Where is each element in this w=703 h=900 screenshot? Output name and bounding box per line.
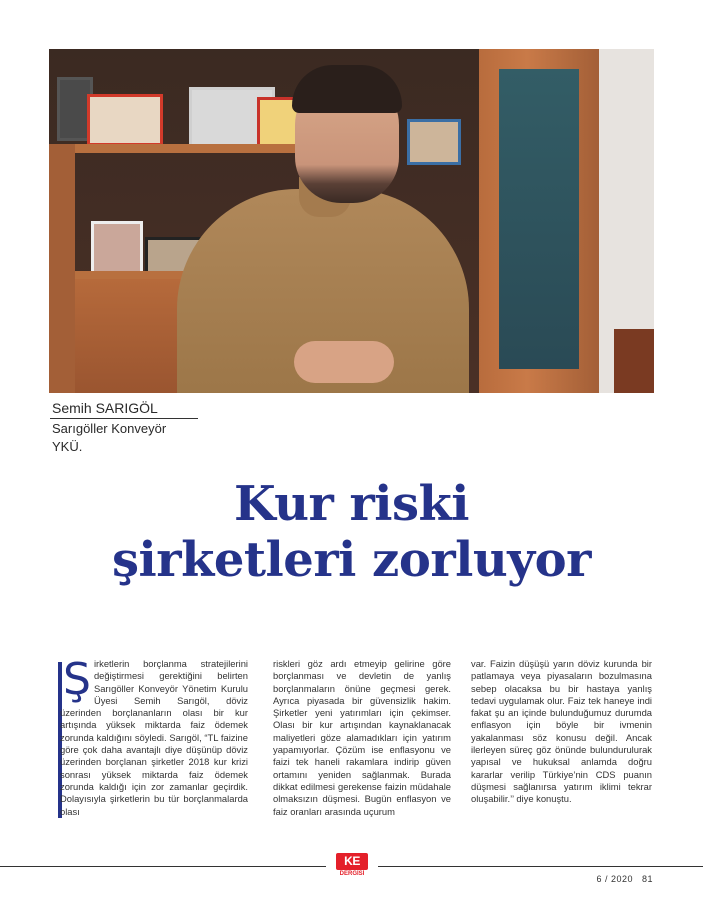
cabinet-side xyxy=(49,144,75,393)
shelf xyxy=(75,144,305,153)
page-number: 81 xyxy=(641,874,653,884)
photo-frame xyxy=(407,119,461,165)
column-3-text: var. Faizin düşüşü yarın döviz kurunda bir patlamaya veya piyasaların bozulmasına sebep olacaksa bu bir hastaya yanlış tedavi uygulamak olur. Faiz tek haneye indi fakat şu an içinde bulunduğumuz durumda enflasyon için böyle bir ivmenin yakalanması söz konusu değil. Ancak ilerleyen süreç göz önünde bulundurulurak yapısal ve hukuksal anlamda doğru kararlar verilip Türkiye’nin CDS puanın düşmesi sağlanırsa yatırım iklimi tekrar oluşabilir.’’ diye konuştu. xyxy=(471,658,652,805)
caption-company: Sarıgöller Konveyör xyxy=(52,421,167,436)
article-column-3 xyxy=(471,658,652,806)
person-hair xyxy=(292,65,402,113)
column-1-text: irketlerin borçlanma stratejilerini değiştirmesi gerektiğini belirten Sarıgöller Konveyör Yönetim Kurulu Üyesi Semih Sarıgöl, döviz üzerinden borçlananların olası bir kur artışında yüksek miktarda faiz ödemek zorunda kaldığını söyledi. Sarıgöl, “TL faizine göre çok daha avantajlı diye düşünüp döviz üzerinden borçlanan şirketler 2018 kur krizi sonrası yüksek miktarda faiz ödemek zorunda kaldığı için zor zamanlar geçirdik. Dolayısıyla şirketlerin bu tür borçlanmalarda olası xyxy=(60,658,248,817)
headline-line-2: şirketleri zorluyor xyxy=(112,532,591,588)
article-column-2 xyxy=(273,658,451,818)
logo-mark: KE xyxy=(336,853,368,870)
desk xyxy=(614,329,654,393)
caption-role: YKÜ. xyxy=(52,439,83,454)
article-headline xyxy=(0,476,703,588)
dropcap-letter: Ş xyxy=(63,654,91,705)
footer-rule-right xyxy=(378,866,703,867)
article-photo xyxy=(49,49,654,393)
issue-number: 6 / 2020 xyxy=(596,874,633,884)
article-column-1 xyxy=(60,654,248,818)
person-hands xyxy=(294,341,394,383)
photo-caption xyxy=(50,400,198,455)
logo-subtitle: DERGİSİ xyxy=(339,871,365,877)
page-info xyxy=(596,874,653,884)
cabinet-door-panel xyxy=(499,69,579,369)
headline-line-1: Kur riski xyxy=(233,476,470,532)
footer-rule-left xyxy=(0,866,326,867)
caption-name: Semih SARIGÖL xyxy=(50,400,198,419)
magazine-logo xyxy=(336,853,368,877)
column-2-text: riskleri göz ardı etmeyip gelirine göre borçlanması ve devletin de yanlış borçlanmaların önüne geçmesi gerek. Ayrıca piyasada bir güvensizlik hakim. Şirketler yeni yatırımları için çekimser. Olası bir kur artışından kaynaklanacak maliyetleri göze alamadıkları için yatırım yapamıyorlar. Çözüm ise enflasyonu ve faizi tek haneli rakamlara indirip güven ortamını yeniden sağlanmak. Burada dikkat edilmesi gerekense faizin müdahale olmaksızın düşmesi. Bugün enflasyon ve faiz oranları arasında uçurum xyxy=(273,658,451,817)
photo-frame xyxy=(87,94,163,146)
